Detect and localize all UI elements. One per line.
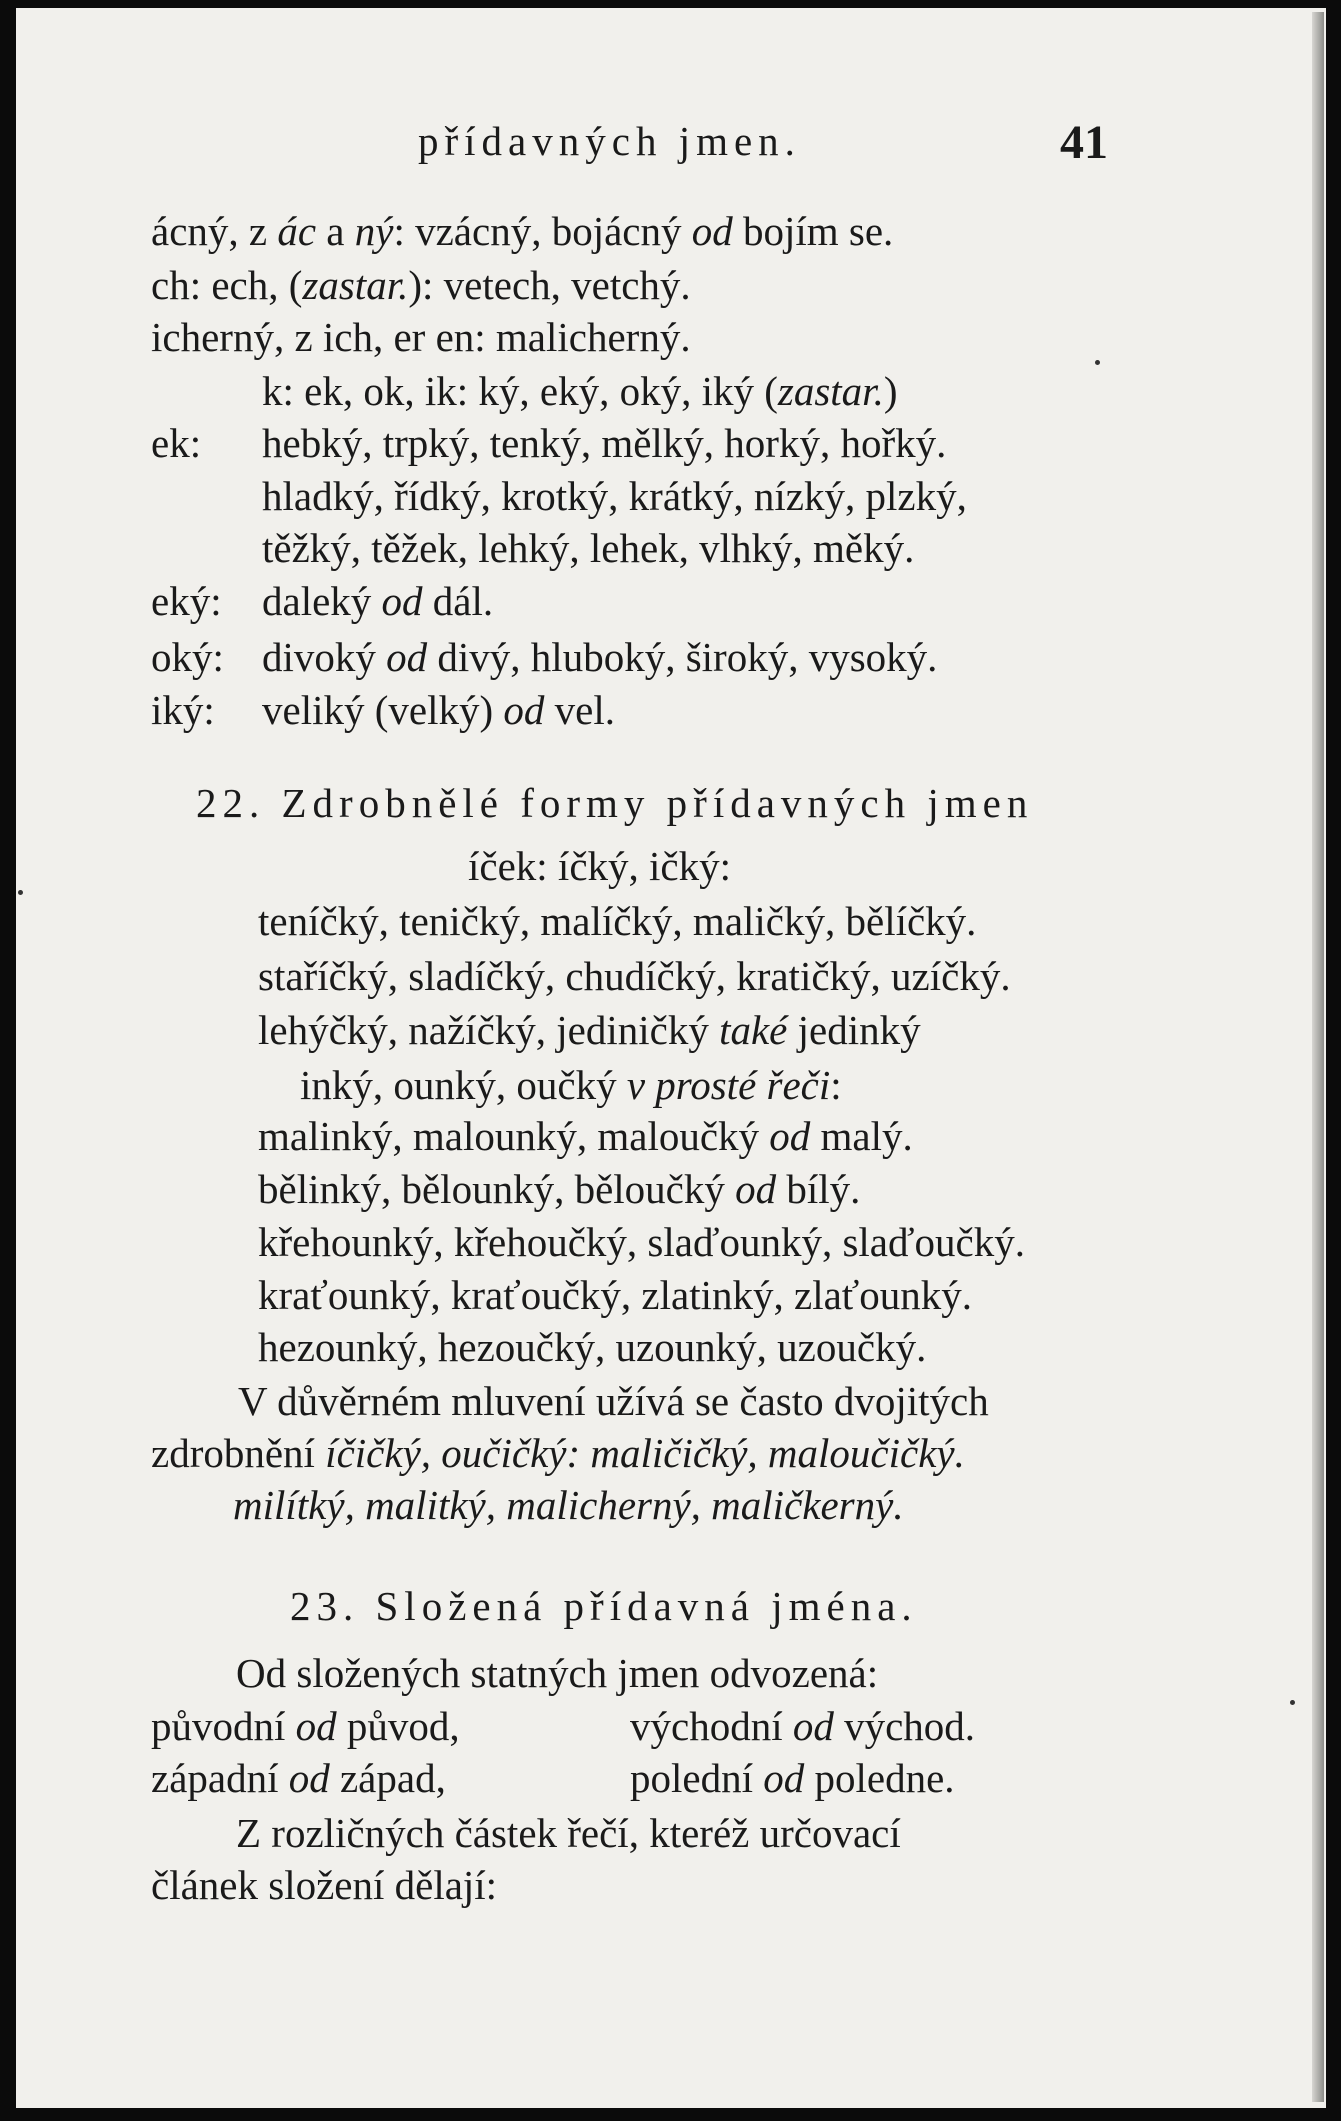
- text-line: původní od původ,: [151, 1703, 460, 1749]
- text-line: zdrobnění íčičký, oučičký: maličičký, maloučičký.: [151, 1430, 965, 1476]
- text-line: íček: íčký, ičký:: [468, 843, 731, 889]
- text-line: křehounký, křehoučký, slaďounký, slaďoučký.: [258, 1219, 1025, 1265]
- text-line: lehýčký, nažíčký, jediničký také jedinký: [258, 1007, 921, 1053]
- text-line: daleký od dál.: [262, 578, 494, 624]
- text-line: těžký, těžek, lehký, lehek, vlhký, měký.: [262, 525, 915, 571]
- text-line: k: ek, ok, ik: ký, eký, oký, iký (zastar.): [262, 368, 898, 414]
- text-line: divoký od divý, hluboký, široký, vysoký.: [262, 634, 938, 680]
- text-line: polední od poledne.: [630, 1755, 955, 1801]
- section-heading-22: 22. Zdrobnělé formy přídavných jmen: [196, 780, 1034, 826]
- page-edge: [1312, 12, 1324, 2102]
- speck: [18, 890, 23, 895]
- text-line: západní od západ,: [151, 1755, 446, 1801]
- text-line: staříčký, sladíčký, chudíčký, kratičký, uzíčký.: [258, 953, 1011, 999]
- text-line: veliký (velký) od vel.: [262, 687, 615, 733]
- speck: [1290, 1700, 1295, 1705]
- label-oky: oký:: [151, 634, 224, 680]
- text-line: icherný, z ich, er en: malicherný.: [151, 314, 691, 360]
- text-line: malinký, malounký, maloučký od malý.: [258, 1113, 913, 1159]
- label-iky: iký:: [151, 687, 215, 733]
- label-eky: eký:: [151, 578, 222, 624]
- page-number: 41: [1060, 116, 1108, 169]
- text-line: teníčký, teničký, malíčký, maličký, bělíčký.: [258, 898, 977, 944]
- speck: [1095, 360, 1100, 365]
- text-line: hebký, trpký, tenký, mělký, horký, hořký.: [262, 420, 947, 466]
- text-line: Z rozličných částek řečí, kteréž určovací: [236, 1810, 901, 1856]
- text-line: milítký, malitký, malicherný, maličkerný.: [233, 1482, 904, 1528]
- section-heading-23: 23. Složená přídavná jména.: [290, 1583, 918, 1629]
- text-line: hladký, řídký, krotký, krátký, nízký, plzký,: [262, 473, 967, 519]
- text-line: inký, ounký, oučký v prosté řeči:: [300, 1062, 842, 1108]
- running-title: přídavných jmen.: [418, 118, 801, 164]
- text-line: východní od východ.: [630, 1703, 976, 1749]
- text-line: ácný, z ác a ný: vzácný, bojácný od bojím se.: [151, 208, 894, 254]
- text-line: hezounký, hezoučký, uzounký, uzoučký.: [258, 1324, 927, 1370]
- text-line: V důvěrném mluvení užívá se často dvojitých: [238, 1378, 989, 1424]
- text-line: bělinký, bělounký, běloučký od bílý.: [258, 1166, 861, 1212]
- text-line: ch: ech, (zastar.): vetech, vetchý.: [151, 262, 691, 308]
- text-line: kraťounký, kraťoučký, zlatinký, zlaťounký.: [258, 1272, 973, 1318]
- text-line: Od složených statných jmen odvozená:: [236, 1650, 879, 1696]
- label-ek: ek:: [151, 420, 202, 466]
- text-line: článek složení dělají:: [151, 1862, 498, 1908]
